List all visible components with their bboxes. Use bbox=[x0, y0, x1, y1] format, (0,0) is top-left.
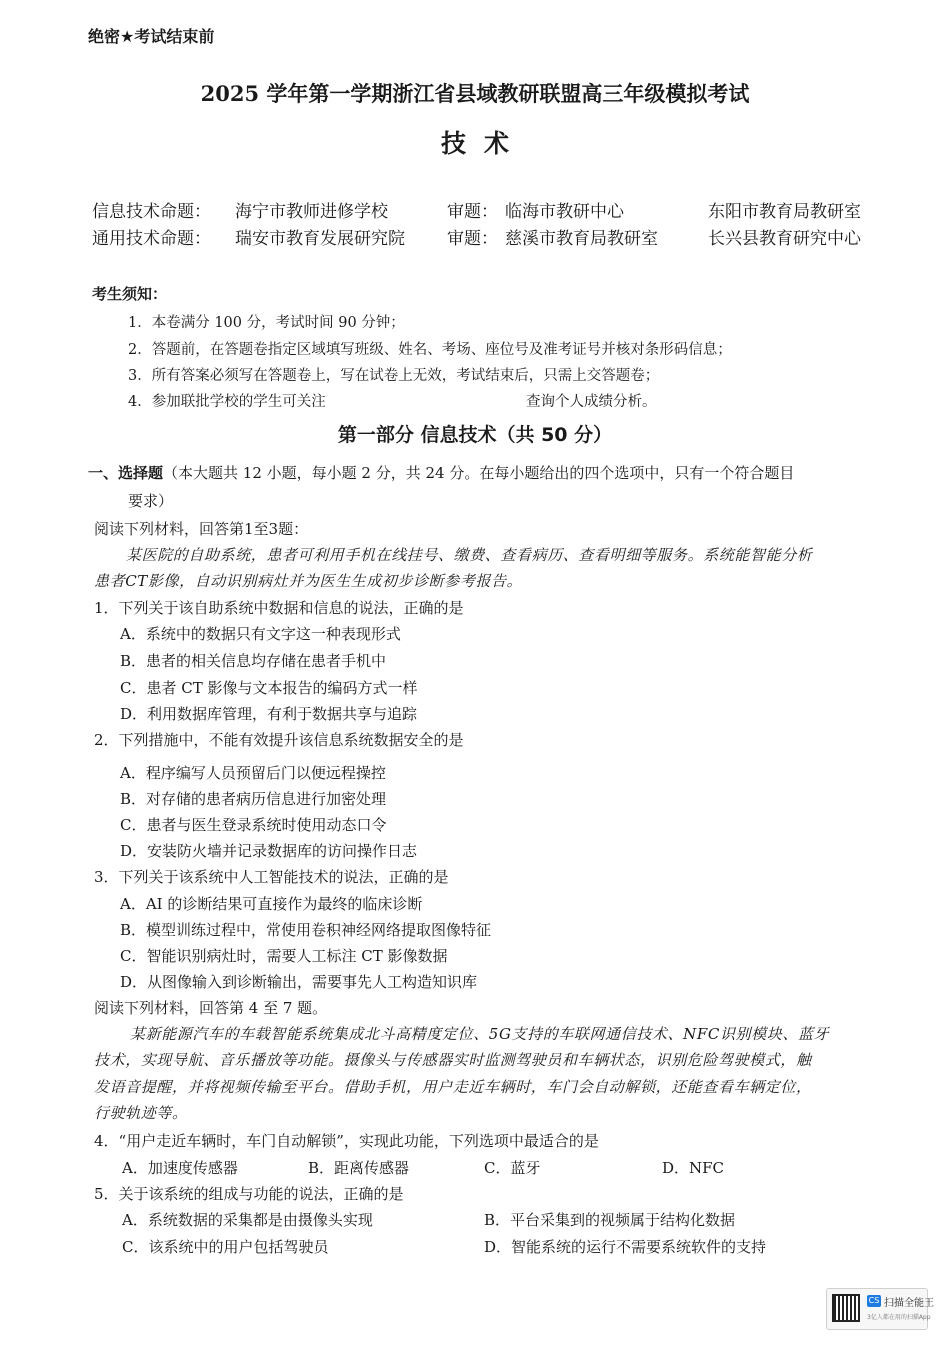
material-text: 技术，实现导航、音乐播放等功能。摄像头与传感器实时监测驾驶员和车辆状态，识别危险驾驶模式，触 bbox=[94, 1051, 812, 1069]
question-option: C．蓝牙 bbox=[484, 1159, 541, 1177]
question-option: D．利用数据库管理，有利于数据共享与追踪 bbox=[120, 705, 418, 723]
credit-reviewer: 东阳市教育局教研室 bbox=[708, 202, 861, 222]
credit-label: 通用技术命题： bbox=[92, 229, 211, 249]
material-text: 患者CT影像，自动识别病灶并为医生生成初步诊断参考报告。 bbox=[94, 572, 523, 590]
part-title: 第一部分 信息技术（共 50 分） bbox=[337, 424, 613, 446]
credit-org: 瑞安市教育发展研究院 bbox=[235, 229, 405, 249]
question-option: C．患者与医生登录系统时使用动态口令 bbox=[120, 816, 387, 834]
scanner-watermark bbox=[826, 1288, 934, 1330]
qr-code-icon bbox=[832, 1294, 860, 1322]
question-option: A．系统数据的采集都是由摄像头实现 bbox=[122, 1211, 373, 1229]
material-text: 行驶轨迹等。 bbox=[94, 1104, 188, 1122]
question-option: B．患者的相关信息均存储在患者手机中 bbox=[120, 652, 387, 670]
section-label: 一、选择题 bbox=[88, 464, 164, 482]
question-option: A．加速度传感器 bbox=[122, 1159, 238, 1177]
exam-title: 2025 学年第一学期浙江省县域教研联盟高三年级模拟考试 bbox=[200, 81, 750, 106]
question-option: A．系统中的数据只有文字这一种表现形式 bbox=[120, 625, 401, 643]
notice-item: 2．答题前，在答题卷指定区域填写班级、姓名、考场、座位号及准考证号并核对条形码信息； bbox=[128, 342, 732, 358]
material-intro: 阅读下列材料，回答第1至3题： bbox=[94, 520, 309, 538]
credit-reviewer: 临海市教研中心 bbox=[505, 202, 624, 222]
question-option: A．程序编写人员预留后门以便远程操控 bbox=[120, 764, 386, 782]
question-stem: 5．关于该系统的组成与功能的说法，正确的是 bbox=[94, 1185, 404, 1203]
section-heading bbox=[88, 462, 794, 483]
material-text: 某新能源汽车的车载智能系统集成北斗高精度定位、5G支持的车联网通信技术、NFC识别模块、蓝牙 bbox=[130, 1025, 830, 1043]
question-option: D．安装防火墙并记录数据库的访问操作日志 bbox=[120, 842, 418, 860]
question-option: D．智能系统的运行不需要系统软件的支持 bbox=[484, 1238, 767, 1256]
credit-reviewer: 长兴县教育研究中心 bbox=[708, 229, 861, 249]
question-stem: 2．下列措施中，不能有效提升该信息系统数据安全的是 bbox=[94, 731, 464, 749]
camscanner-logo-icon: CS bbox=[868, 1296, 880, 1305]
section-desc-cont: 要求） bbox=[128, 492, 174, 510]
question-option: B．距离传感器 bbox=[308, 1159, 410, 1177]
question-option: D．从图像输入到诊断输出，需要事先人工构造知识库 bbox=[120, 973, 478, 991]
confidential-label: 绝密★考试结束前 bbox=[88, 27, 215, 46]
credit-label: 信息技术命题： bbox=[92, 202, 211, 222]
watermark-name: 扫描全能王 bbox=[884, 1298, 934, 1309]
question-stem: 4．“用户走近车辆时，车门自动解锁”，实现此功能，下列选项中最适合的是 bbox=[94, 1132, 599, 1150]
credit-review-label: 审题： bbox=[447, 202, 498, 222]
subject-title: 技术 bbox=[440, 129, 527, 158]
question-option: C．该系统中的用户包括驾驶员 bbox=[122, 1238, 329, 1256]
question-option: B．对存储的患者病历信息进行加密处理 bbox=[120, 790, 387, 808]
question-option: B．平台采集到的视频属于结构化数据 bbox=[484, 1211, 736, 1229]
question-option: B．模型训练过程中，常使用卷积神经网络提取图像特征 bbox=[120, 921, 492, 939]
material-text: 发语音提醒，并将视频传输至平台。借助手机，用户走近车辆时，车门会自动解锁，还能查看车辆定位， bbox=[94, 1078, 812, 1096]
question-option: A．AI 的诊断结果可直接作为最终的临床诊断 bbox=[120, 895, 423, 913]
material-text: 某医院的自助系统，患者可利用手机在线挂号、缴费、查看病历、查看明细等服务。系统能智能分析 bbox=[126, 546, 813, 564]
notice-item-tail: 查询个人成绩分析。 bbox=[526, 394, 657, 410]
question-option: C．患者 CT 影像与文本报告的编码方式一样 bbox=[120, 679, 418, 697]
question-option: D．NFC bbox=[662, 1159, 725, 1177]
notice-item: 3．所有答案必须写在答题卷上，写在试卷上无效，考试结束后，只需上交答题卷； bbox=[128, 368, 660, 384]
section-desc: （本大题共 12 小题，每小题 2 分，共 24 分。在每小题给出的四个选项中，只有一个符合题目 bbox=[163, 464, 795, 482]
notice-item: 4．参加联批学校的学生可关注 bbox=[128, 394, 326, 410]
notice-item: 1．本卷满分 100 分，考试时间 90 分钟； bbox=[128, 315, 405, 331]
credit-review-label: 审题： bbox=[447, 229, 498, 249]
question-stem: 1．下列关于该自助系统中数据和信息的说法，正确的是 bbox=[94, 599, 464, 617]
question-stem: 3．下列关于该系统中人工智能技术的说法，正确的是 bbox=[94, 868, 449, 886]
credit-org: 海宁市教师进修学校 bbox=[235, 202, 388, 222]
notice-title: 考生须知： bbox=[92, 285, 168, 303]
watermark-subtitle: 3亿人都在用的扫描App bbox=[867, 1314, 931, 1321]
question-option: C．智能识别病灶时，需要人工标注 CT 影像数据 bbox=[120, 947, 448, 965]
credit-reviewer: 慈溪市教育局教研室 bbox=[505, 229, 658, 249]
material-intro: 阅读下列材料，回答第 4 至 7 题。 bbox=[94, 999, 328, 1017]
